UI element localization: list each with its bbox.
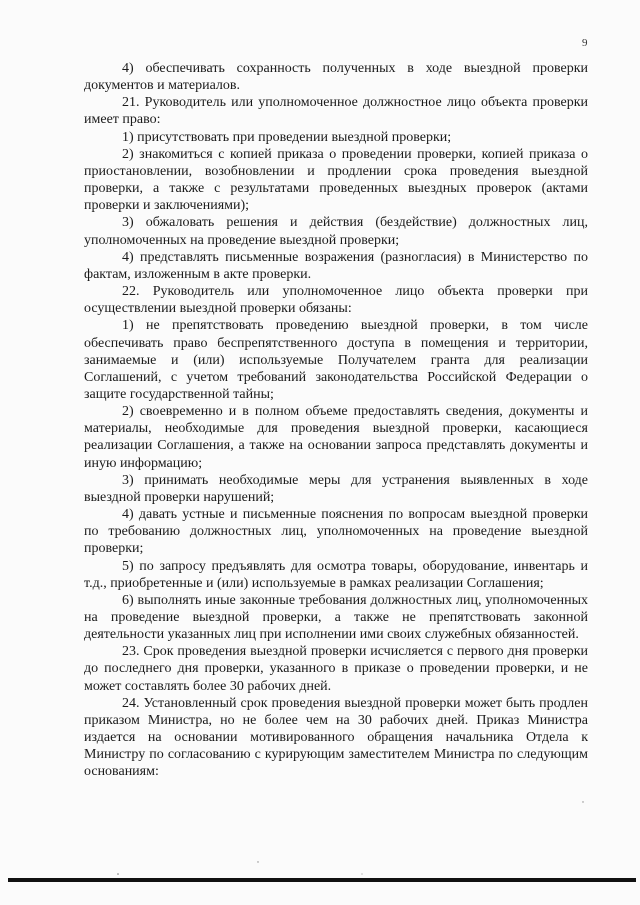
paragraph-item-4-preserve-materials: 4) обеспечивать сохранность полученных в ходе выездной проверки документов и материалов. xyxy=(84,61,588,94)
paragraph-duty-4: 4) давать устные и письменные пояснения по вопросам выездной проверки по требованию должностных лиц, уполномоченных на проведение выездной проверки; xyxy=(84,507,588,557)
page-number: 9 xyxy=(582,37,588,49)
paragraph-right-4: 4) представлять письменные возражения (разногласия) в Министерство по фактам, изложенным в акте проверки. xyxy=(84,249,588,282)
paragraph-duty-6: 6) выполнять иные законные требования должностных лиц, уполномоченных на проведение выездной проверки, а также не препятствовать законной деятельности указанных лиц при исполнении ими своих служебных обязанностей. xyxy=(84,592,588,643)
scan-border-line xyxy=(8,878,636,882)
paragraph-right-2: 2) знакомиться с копией приказа о проведении проверки, копией приказа о приостановлении, возобновлении и продлении срока проведения выездной проверки, а также с результатами проведенных выездных проверок (актами проверки и заключениями); xyxy=(84,146,588,214)
paragraph-section-21: 21. Руководитель или уполномоченное должностное лицо объекта проверки имеет право: xyxy=(84,95,588,128)
paragraph-duty-1: 1) не препятствовать проведению выездной проверки, в том числе обеспечивать право беспрепятственного доступа в помещения и территории, занимаемые и (или) используемые Получателем гранта для реализации Соглашений, с учетом требований законодательства Российской Федерации о защите государственной тайны; xyxy=(84,318,588,402)
paragraph-right-3: 3) обжаловать решения и действия (бездействие) должностных лиц, уполномоченных на проведение выездной проверки; xyxy=(84,215,588,248)
paragraph-section-23: 23. Срок проведения выездной проверки исчисляется с первого дня проверки до последнего дня проверки, указанного в приказе о проведении проверки, и не может составлять более 30 рабочих дней. xyxy=(84,644,588,694)
paragraph-section-24: 24. Установленный срок проведения выездной проверки может быть продлен приказом Министра, но не более чем на 30 рабочих дней. Приказ Министра издается на основании мотивированного обращения начальника Отдела к Министру по согласованию с курирующим заместителем Министра по следующим основаниям: xyxy=(84,695,588,780)
paragraph-section-22: 22. Руководитель или уполномоченное лицо объекта проверки при осуществлении выездной проверки обязаны: xyxy=(84,284,588,317)
paragraph-duty-2: 2) своевременно и в полном объеме предоставлять сведения, документы и материалы, необходимые для проведения выездной проверки, касающиеся реализации Соглашения, а также на основании запроса представлять документы и иную информацию; xyxy=(84,404,588,471)
document-body xyxy=(84,60,588,781)
paragraph-duty-5: 5) по запросу предъявлять для осмотра товары, оборудование, инвентарь и т.д., приобретенные и (или) используемые в рамках реализации Соглашения; xyxy=(84,558,588,591)
paragraph-right-1: 1) присутствовать при проведении выездной проверки; xyxy=(122,129,452,145)
paragraph-duty-3: 3) принимать необходимые меры для устранения выявленных в ходе выездной проверки нарушений; xyxy=(84,472,588,505)
